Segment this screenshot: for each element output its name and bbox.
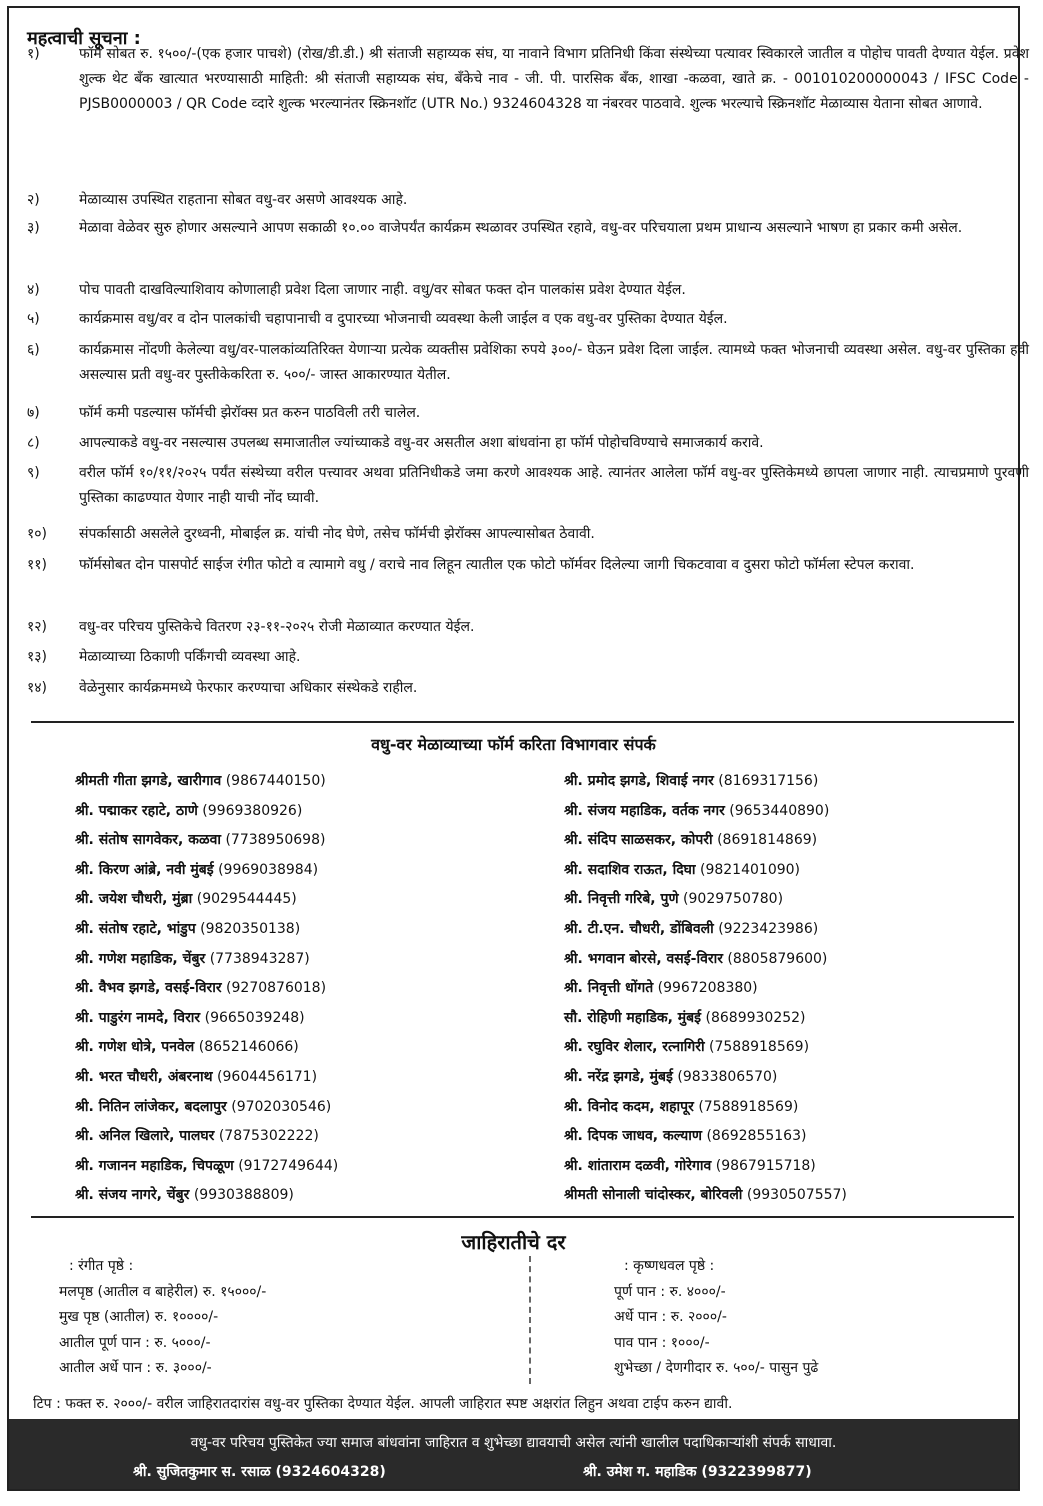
contact-phone: (9930388809) <box>193 1187 294 1204</box>
contact-entry <box>75 1067 317 1086</box>
contact-entry <box>75 1097 331 1116</box>
contact-phone: (9930507557) <box>746 1187 847 1204</box>
contact-phone: (7588918569) <box>709 1039 810 1056</box>
notice-number: ७) <box>27 405 40 421</box>
contact-entry <box>75 1037 299 1056</box>
contact-phone: (9029544445) <box>196 891 297 908</box>
contact-phone: (8691814869) <box>717 832 818 849</box>
contact-entry <box>564 771 818 790</box>
contact-entry <box>564 1067 777 1086</box>
contact-entry <box>75 1156 338 1175</box>
contact-entry <box>75 1008 305 1027</box>
office-bearer-2: श्री. उमेश ग. महाडिक (9322399877) <box>583 1464 812 1480</box>
notice-number: ४) <box>27 282 40 298</box>
contact-name: श्रीमती सोनाली चांदोस्कर, बोरिवली <box>564 1187 743 1204</box>
contact-phone: (9223423986) <box>718 921 819 937</box>
notice-number: २) <box>27 192 40 208</box>
notice-number: ५) <box>27 311 40 327</box>
notice-text: फॉर्म कमी पडल्यास फॉर्मची झेरॉक्स प्रत करुन पाठविली तरी चालेल. <box>79 405 421 421</box>
contact-entry <box>75 1126 319 1145</box>
divider <box>31 1216 1014 1218</box>
contact-entry <box>564 919 818 938</box>
contact-phone: (8692855163) <box>706 1128 807 1145</box>
contact-name: सौ. रोहिणी महाडिक, मुंबई <box>564 1009 702 1026</box>
contact-name: श्री. भरत चौधरी, अंबरनाथ <box>75 1069 213 1085</box>
contact-entry <box>75 860 318 879</box>
rate-line: शुभेच्छा / देणगीदार रु. ५००/- पासुन पुढे <box>614 1360 819 1376</box>
contact-entry <box>75 889 297 908</box>
contact-name: श्री. शांताराम दळवी, गोरेगाव <box>564 1157 712 1174</box>
page-heading: महत्वाची सूचना : <box>27 28 141 49</box>
contact-entry <box>75 801 302 820</box>
contact-phone: (9172749644) <box>238 1157 339 1174</box>
contact-phone: (9867915718) <box>715 1157 816 1174</box>
contact-phone: (8169317156) <box>718 773 819 789</box>
contact-name: श्री. संतोष सागवेकर, कळवा <box>75 832 221 849</box>
notice-number: १४) <box>27 680 48 696</box>
contact-phone: (9821401090) <box>700 861 800 878</box>
contact-name: श्रीमती गीता झगडे, खारीगाव <box>75 773 222 789</box>
notice-text: पोच पावती दाखविल्याशिवाय कोणालाही प्रवेश दिला जाणार नाही. वधु/वर सोबत फक्त दोन पालकांस प्रवेश देण्यात येईल. <box>79 282 686 298</box>
rate-line: आतील अर्धे पान : रु. ३०००/- <box>59 1360 212 1376</box>
contact-phone: (9969380926) <box>202 802 303 819</box>
notice-number: १२) <box>27 619 48 635</box>
contact-name: श्री. निवृत्ती गरिबे, पुणे <box>564 891 679 908</box>
contact-name: श्री. गजानन महाडिक, चिपळूण <box>75 1157 234 1174</box>
notice-text: कार्यक्रमास नोंदणी केलेल्या वधु/वर-पालकांव्यतिरिक्त येणाऱ्या प्रत्येक व्यक्तीस प्रवेशिका रुपये ३००/- घेऊन प्रवेश दिला जाईल. त्यामध्ये फक्त भोजनाची व्यवस्था असेल. वधु-वर पुस्तिका हवी असल्यास प्रती वधु-वर पुस्तीकेकरिता रु. ५००/- जास्त आकारण्यात येतील. <box>79 342 1029 383</box>
contact-entry <box>564 1156 816 1175</box>
notice-text: आपल्याकडे वधु-वर नसल्यास उपलब्ध समाजातील ज्यांच्याकडे वधु-वर असतील अशा बांधवांना हा फॉर्म पोहोचविण्याचे समाजकार्य करावे. <box>79 435 764 451</box>
contact-entry <box>564 949 827 968</box>
contact-phone: (9820350138) <box>200 921 301 937</box>
contact-entry <box>564 801 829 820</box>
contact-name: श्री. दिपक जाधव, कल्याण <box>564 1128 702 1145</box>
contact-phone: (7588918569) <box>698 1098 799 1115</box>
notice-text: वरील फॉर्म १०/११/२०२५ पर्यंत संस्थेच्या वरील पत्त्यावर अथवा प्रतिनिधीकडे जमा करणे आवश्यक आहे. त्यानंतर आलेला फॉर्म वधु-वर पुस्तिकेमध्ये छापला जाणार नाही. त्याचप्रमाणे पुरवणी पुस्तिका काढण्यात येणार नाही याची नोंद घ्यावी. <box>79 465 1029 506</box>
contact-phone: (7875302222) <box>218 1128 319 1145</box>
office-bearer-1: श्री. सुजितकुमार स. रसाळ (9324604328) <box>133 1464 386 1480</box>
notice-number: १) <box>27 46 40 62</box>
contact-entry <box>75 949 310 968</box>
contact-name: श्री. नरेंद्र झगडे, मुंबई <box>564 1069 673 1085</box>
rates-subheading: : कृष्णधवल पृष्ठे : <box>624 1258 715 1274</box>
rate-line: पाव पान : १०००/- <box>614 1334 710 1351</box>
contact-name: श्री. अनिल खिलारे, पालघर <box>75 1128 215 1145</box>
contact-phone: (8805879600) <box>727 950 828 967</box>
notice-text: फॉर्मसोबत दोन पासपोर्ट साईज रंगीत फोटो व त्यामागे वधु / वराचे नाव लिहून त्यातील एक फोटो फॉर्मवर दिलेल्या जागी चिकटवावा व दुसरा फोटो फॉर्मला स्टेपल करावा. <box>79 557 915 573</box>
contact-phone: (7738950698) <box>225 832 326 849</box>
rates-subheading: : रंगीत पृष्ठे : <box>69 1258 134 1274</box>
contact-name: श्री. टी.एन. चौधरी, डोंबिवली <box>564 921 714 937</box>
notice-number: ११) <box>27 557 48 573</box>
rate-line: मलपृष्ठ (आतील व बाहेरील) रु. १५०००/- <box>59 1283 267 1300</box>
contact-name: श्री. किरण आंब्रे, नवी मुंबई <box>75 861 214 878</box>
contact-entry <box>75 978 326 997</box>
contact-phone: (9867440150) <box>225 773 326 789</box>
contact-entry <box>75 1185 294 1204</box>
contact-entry <box>564 978 758 997</box>
contacts-title: वधु-वर मेळाव्याच्या फॉर्म करिता विभागवार संपर्क <box>371 735 656 754</box>
contact-name: श्री. जयेश चौधरी, मुंब्रा <box>75 891 193 908</box>
contact-entry <box>564 1185 847 1204</box>
contact-entry <box>564 1126 806 1145</box>
notice-number: १०) <box>27 526 48 542</box>
notice-text: फॉर्म सोबत रु. १५००/-(एक हजार पाचशे) (रोख/डी.डी.) श्री संताजी सहाय्यक संघ, या नावाने विभाग प्रतिनिधी किंवा संस्थेच्या पत्यावर स्विकारले जातील व पोहोच पावती देण्यात येईल. प्रवेश शुल्क थेट बँक खात्यात भरण्यासाठी माहिती: श्री संताजी सहाय्यक संघ, बँकेचे नाव - जी. पी. पारसिक बँक, शाखा -कळवा, खाते क्र. - 001010200000043 / IFSC Code - PJSB0000003 / QR Code व्दारे शुल्क भरल्यानंतर स्क्रिनशॉट (UTR No.) 9324604328 या नंबरवर पाठवावे. शुल्क भरल्याचे स्क्रिनशॉट मेळाव्यास येताना सोबत आणावे. <box>79 46 1029 112</box>
contact-phone: (8652146066) <box>198 1039 299 1056</box>
notice-text: मेळावा वेळेवर सुरु होणार असल्याने आपण सकाळी १०.०० वाजेपर्यंत कार्यक्रम स्थळावर उपस्थित रहावे, वधु-वर परिचयाला प्रथम प्राधान्य असल्याने भाषण हा प्रकार कमी असेल. <box>79 220 963 236</box>
notice-number: १३) <box>27 649 48 665</box>
contact-name: श्री. विनोद कदम, शहापूर <box>564 1098 694 1115</box>
divider <box>31 721 1014 723</box>
contact-entry <box>564 830 817 849</box>
notice-page <box>7 6 1029 1491</box>
contact-entry <box>564 1008 806 1027</box>
footer-note: टिप : फक्त रु. २०००/- वरील जाहिरातदारांस वधु-वर पुस्तिका देण्यात येईल. आपली जाहिरात स्पष्ट अक्षरांत लिहुन अथवा टाईप करुन द्यावी. <box>33 1396 733 1412</box>
contact-phone: (9604456171) <box>217 1069 318 1085</box>
contact-entry <box>564 1037 809 1056</box>
contact-entry <box>75 919 300 938</box>
contact-entry <box>75 830 325 849</box>
rates-divider <box>529 1256 531 1384</box>
contact-name: श्री. सदाशिव राऊत, दिघा <box>564 861 696 878</box>
contact-name: श्री. निवृत्ती धोंगते <box>564 980 654 997</box>
contact-name: श्री. वैभव झगडे, वसई-विरार <box>75 980 222 997</box>
notice-text: मेळाव्यास उपस्थित राहताना सोबत वधु-वर असणे आवश्यक आहे. <box>79 192 408 208</box>
notice-number: ९) <box>27 465 40 481</box>
notice-text: मेळाव्याच्या ठिकाणी पर्किंगची व्यवस्था आहे. <box>79 649 301 665</box>
contact-phone: (9833806570) <box>677 1069 778 1085</box>
contact-phone: (9967208380) <box>657 980 758 997</box>
contact-phone: (8689930252) <box>705 1009 806 1026</box>
rate-line: आतील पूर्ण पान : रु. ५०००/- <box>59 1334 211 1351</box>
contact-name: श्री. पाडुरंग नामदे, विरार <box>75 1009 201 1026</box>
notice-text: कार्यक्रमास वधु/वर व दोन पालकांची चहापानाची व दुपारच्या भोजनाची व्यवस्था केली जाईल व एक वधु-वर पुस्तिका देण्यात येईल. <box>79 311 728 327</box>
contact-phone: (9653440890) <box>729 802 830 819</box>
contact-name: श्री. गणेश धोत्रे, पनवेल <box>75 1039 195 1056</box>
bar-text: वधु-वर परिचय पुस्तिकेत ज्या समाज बांधवांना जाहिरात व शुभेच्छा द्यावयाची असेल त्यांनी खालील पदाधिकाऱ्यांशी संपर्क साधावा. <box>190 1435 837 1451</box>
contact-phone: (9969038984) <box>218 861 319 878</box>
contact-name: श्री. संजय नागरे, चेंबुर <box>75 1187 190 1204</box>
contact-name: श्री. संतोष रहाटे, भांडुप <box>75 921 196 937</box>
contact-name: श्री. भगवान बोरसे, वसई-विरार <box>564 950 723 967</box>
contact-entry <box>75 771 326 790</box>
contact-phone: (9702030546) <box>231 1098 332 1115</box>
rate-line: पूर्ण पान : रु. ४०००/- <box>614 1283 726 1300</box>
notice-text: संपर्कासाठी असलेले दुरध्वनी, मोबाईल क्र. यांची नोद घेणे, तसेच फॉर्मची झेरॉक्स आपल्यासोबत ठेवावी. <box>79 526 595 542</box>
contact-phone: (9270876018) <box>226 980 327 997</box>
contact-entry <box>564 1097 798 1116</box>
notice-number: ३) <box>27 220 40 236</box>
contact-name: श्री. संजय महाडिक, वर्तक नगर <box>564 802 725 819</box>
contact-name: श्री. नितिन लांजेकर, बदलापुर <box>75 1098 227 1115</box>
notice-number: ८) <box>27 435 40 451</box>
rate-line: मुख पृष्ठ (आतील) रु. १००००/- <box>59 1309 219 1325</box>
contact-name: श्री. संदिप साळसकर, कोपरी <box>564 832 713 849</box>
contact-name: श्री. रघुविर शेलार, रत्नागिरी <box>564 1039 705 1056</box>
contact-bar <box>9 1419 1018 1489</box>
notice-text: वधु-वर परिचय पुस्तिकेचे वितरण २३-११-२०२५ रोजी मेळाव्यात करण्यात येईल. <box>79 619 475 635</box>
notice-text: वेळेनुसार कार्यक्रममध्ये फेरफार करण्याचा अधिकार संस्थेकडे राहील. <box>79 680 418 696</box>
contact-phone: (7738943287) <box>209 950 310 967</box>
contact-phone: (9029750780) <box>683 891 784 908</box>
contact-entry <box>564 889 783 908</box>
contact-name: श्री. गणेश महाडिक, चेंबुर <box>75 950 206 967</box>
contact-name: श्री. प्रमोद झगडे, शिवाई नगर <box>564 773 714 789</box>
rates-title: जाहिरातीचे दर <box>461 1230 566 1254</box>
rate-line: अर्धे पान : रु. २०००/- <box>614 1309 727 1325</box>
notice-number: ६) <box>27 342 40 358</box>
contact-phone: (9665039248) <box>204 1009 305 1026</box>
contact-name: श्री. पद्माकर रहाटे, ठाणे <box>75 802 198 819</box>
contact-entry <box>564 860 800 879</box>
